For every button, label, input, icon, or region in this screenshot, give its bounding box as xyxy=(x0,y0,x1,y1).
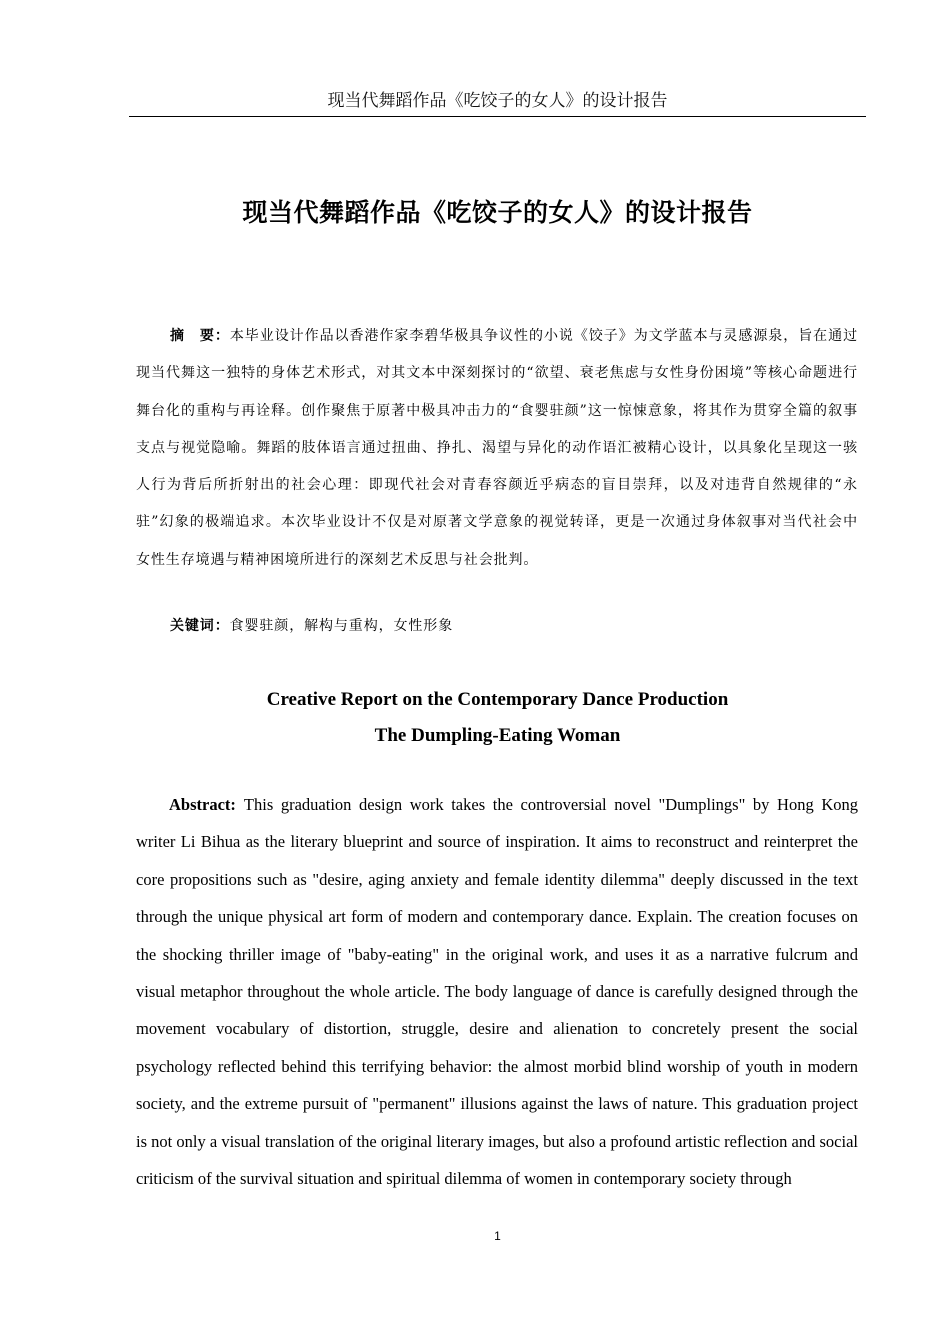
running-header: 现当代舞蹈作品《吃饺子的女人》的设计报告 xyxy=(129,88,866,117)
english-abstract-body: This graduation design work takes the controversial novel "Dumplings" by Hong Kong writer Li Bihua as the literary blueprint and source of inspiration. It aims to reconstruct and reinterpret the core propositions such as "desire, aging anxiety and female identity dilemma" deeply discussed in the text through the unique physical art form of modern and contemporary dance. Explain. The creation focuses on the shocking thriller image of "baby-eating" in the original work, and uses it as a narrative fulcrum and visual metaphor throughout the whole article. The body language of dance is carefully designed through the movement vocabulary of distortion, struggle, desire and alienation to concretely present the social psychology reflected behind this terrifying behavior: the almost morbid blind worship of youth in modern society, and the extreme pursuit of "permanent" illusions against the laws of nature. This graduation project is not only a visual translation of the original literary images, but also a profound artistic reflection and social criticism of the survival situation and spiritual dilemma of women in contemporary society through xyxy=(136,795,858,1189)
english-title xyxy=(129,682,866,754)
chinese-keywords xyxy=(136,612,858,640)
chinese-abstract-label: 摘 要： xyxy=(170,328,230,344)
chinese-abstract xyxy=(136,318,858,579)
english-abstract xyxy=(136,786,858,1197)
chinese-keywords-label: 关键词： xyxy=(170,618,230,634)
english-abstract-label: Abstract: xyxy=(169,795,236,814)
document-title: 现当代舞蹈作品《吃饺子的女人》的设计报告 xyxy=(242,198,753,227)
english-title-line-2: The Dumpling-Eating Woman xyxy=(374,725,621,746)
english-title-line-1: Creative Report on the Contemporary Dance Production xyxy=(266,689,729,710)
chinese-keywords-text: 食婴驻颜，解构与重构，女性形象 xyxy=(229,618,454,634)
chinese-abstract-body: 本毕业设计作品以香港作家李碧华极具争议性的小说《饺子》为文学蓝本与灵感源泉，旨在通过现当代舞这一独特的身体艺术形式，对其文本中深刻探讨的“欲望、衰老焦虑与女性身份困境”等核心命题进行舞台化的重构与再诠释。创作聚焦于原著中极具冲击力的“食婴驻颜”这一惊悚意象，将其作为贯穿全篇的叙事支点与视觉隐喻。舞蹈的肢体语言通过扭曲、挣扎、渴望与异化的动作语汇被精心设计，以具象化呈现这一骇人行为背后所折射出的社会心理：即现代社会对青春容颜近乎病态的盲目崇拜，以及对违背自然规律的“永驻”幻象的极端追求。本次毕业设计不仅是对原著文学意象的视觉转译，更是一次通过身体叙事对当代社会中女性生存境遇与精神困境所进行的深刻艺术反思与社会批判。 xyxy=(136,328,858,568)
page-number: 1 xyxy=(494,1229,501,1243)
